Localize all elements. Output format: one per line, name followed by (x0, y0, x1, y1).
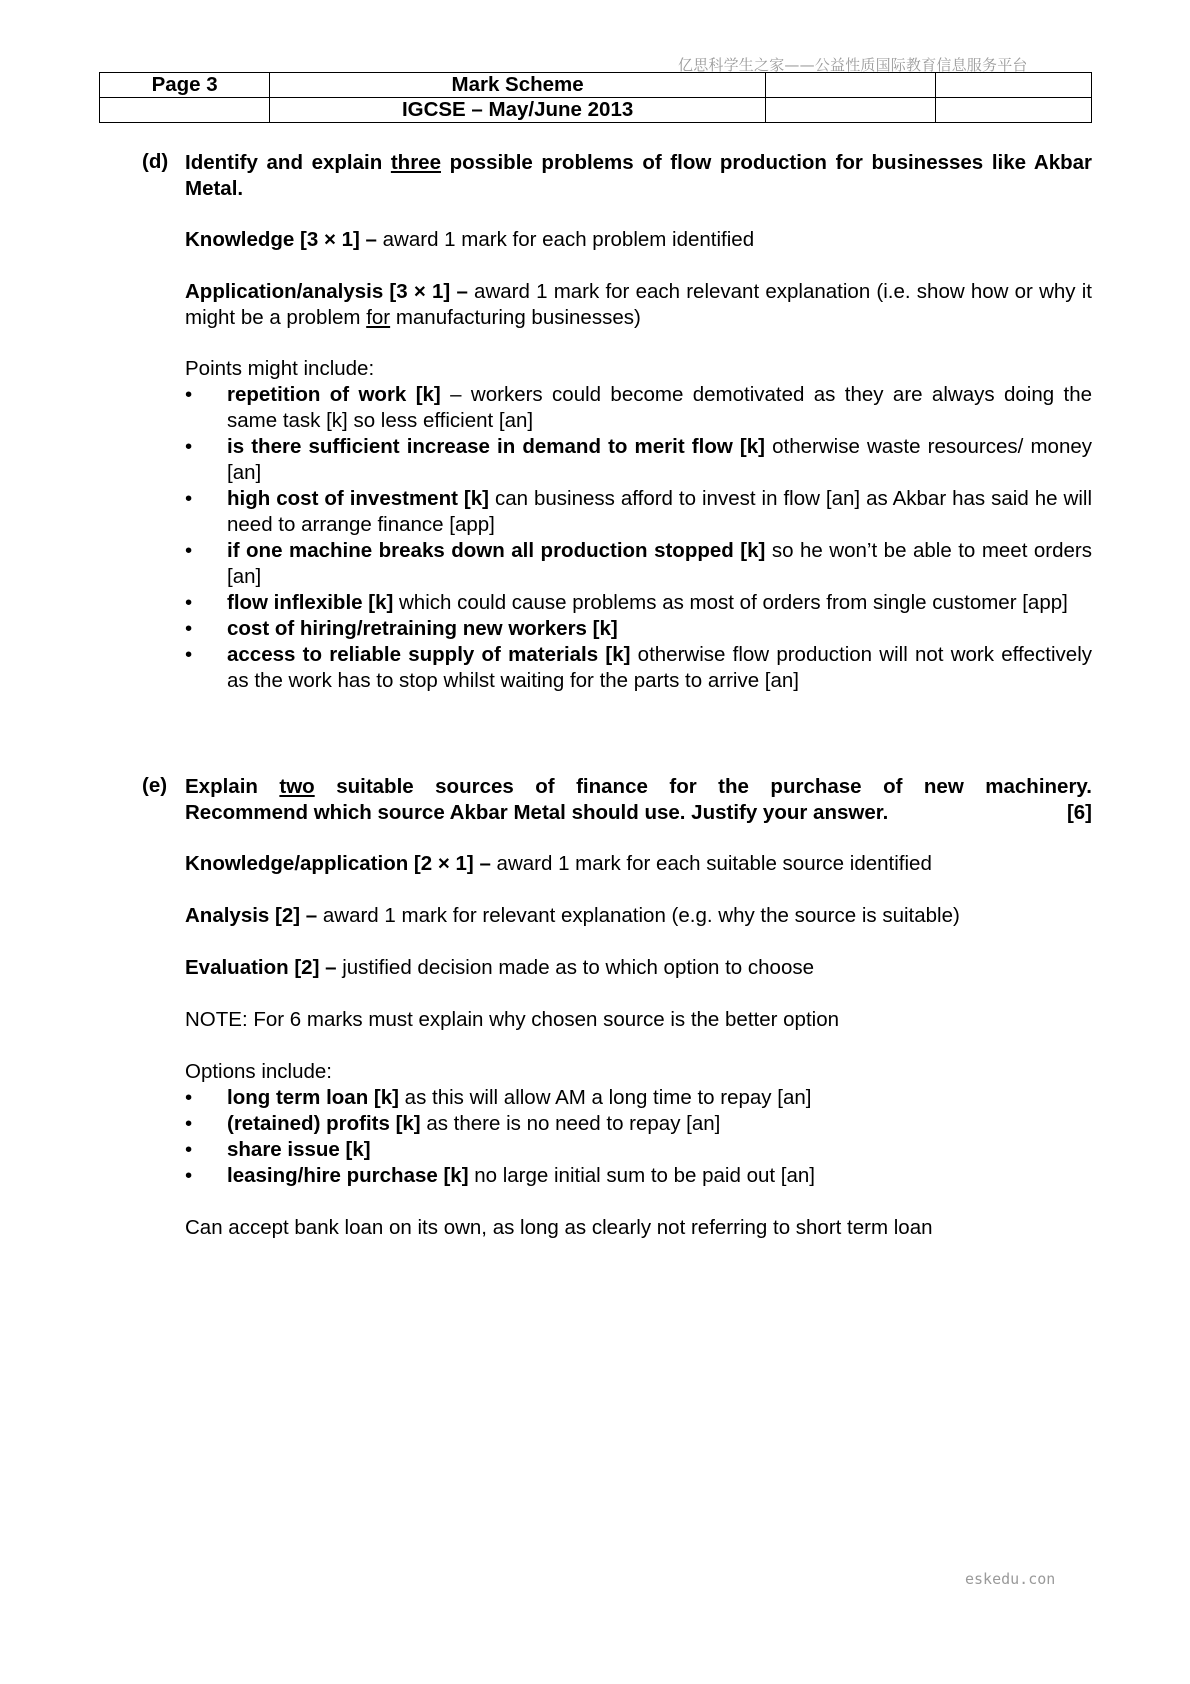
e-evaluation: Evaluation [2] – justified decision made as to which option to choose (185, 956, 814, 979)
watermark-bottom: eskedu.con (965, 1570, 1056, 1588)
list-item: • if one machine breaks down all production stopped [k] so he won’t be able to meet orders [an] (185, 539, 1093, 588)
list-item: • cost of hiring/retraining new workers [k] (185, 617, 618, 640)
e-options-list (185, 1085, 1092, 1189)
header-cell-empty (935, 98, 1091, 123)
question-e-text: Explain two suitable sources of finance for the purchase of new machinery. Recommend which source Akbar Metal should use. Justify your answer. [6] (185, 775, 1092, 824)
question-d-text: Identify and explain three possible problems of flow production for businesses like Akbar Metal. (185, 151, 1092, 200)
list-item: • leasing/hire purchase [k] no large initial sum to be paid out [an] (185, 1164, 815, 1187)
document-subtitle: IGCSE – May/June 2013 (270, 98, 766, 123)
d-points-list (185, 382, 1092, 694)
list-item: • high cost of investment [k] can business afford to invest in flow [an] as Akbar has said he will need to arrange finance [app] (185, 487, 1092, 536)
list-item: • (retained) profits [k] as there is no need to repay [an] (185, 1112, 721, 1135)
list-item: • share issue [k] (185, 1138, 371, 1161)
header-cell-empty (765, 98, 935, 123)
list-item: • flow inflexible [k] which could cause problems as most of orders from single customer [app] (185, 591, 1068, 614)
header-cell-empty (935, 73, 1091, 98)
question-e-marks: [6] (1066, 801, 1092, 824)
header-cell-empty (765, 73, 935, 98)
d-knowledge: Knowledge [3 × 1] – award 1 mark for each problem identified (185, 228, 755, 251)
list-item: • repetition of work [k] – workers could become demotivated as they are always doing the same task [k] so less efficient [an] (185, 383, 1092, 432)
header-cell-empty (100, 98, 270, 123)
list-item: • is there sufficient increase in demand to merit flow [k] otherwise waste resources/ money [an] (185, 435, 1092, 484)
e-options-intro: Options include: (185, 1060, 333, 1083)
e-final-note: Can accept bank loan on its own, as long as clearly not referring to short term loan (185, 1216, 933, 1239)
list-item: • access to reliable supply of materials [k] otherwise flow production will not work effectively as the work has to stop whilst waiting for the parts to arrive [an] (185, 643, 1093, 692)
list-item: • long term loan [k] as this will allow AM a long time to repay [an] (185, 1086, 812, 1109)
document-title: Mark Scheme (270, 73, 766, 98)
d-points-intro: Points might include: (185, 357, 375, 380)
e-note: NOTE: For 6 marks must explain why chosen source is the better option (185, 1008, 839, 1031)
watermark-top: 亿思科学生之家——公益性质国际教育信息服务平台 (678, 56, 1028, 74)
d-application: Application/analysis [3 × 1] – award 1 mark for each relevant explanation (i.e. show how or why it might be a problem for manufacturing businesses) (185, 280, 1092, 329)
header-table (99, 72, 1092, 123)
e-analysis: Analysis [2] – award 1 mark for relevant explanation (e.g. why the source is suitable) (185, 904, 960, 927)
question-d-label: (d) (142, 150, 169, 173)
question-e-label: (e) (142, 774, 168, 797)
e-knowledge: Knowledge/application [2 × 1] – award 1 mark for each suitable source identified (185, 852, 932, 875)
page-number: Page 3 (100, 73, 270, 98)
